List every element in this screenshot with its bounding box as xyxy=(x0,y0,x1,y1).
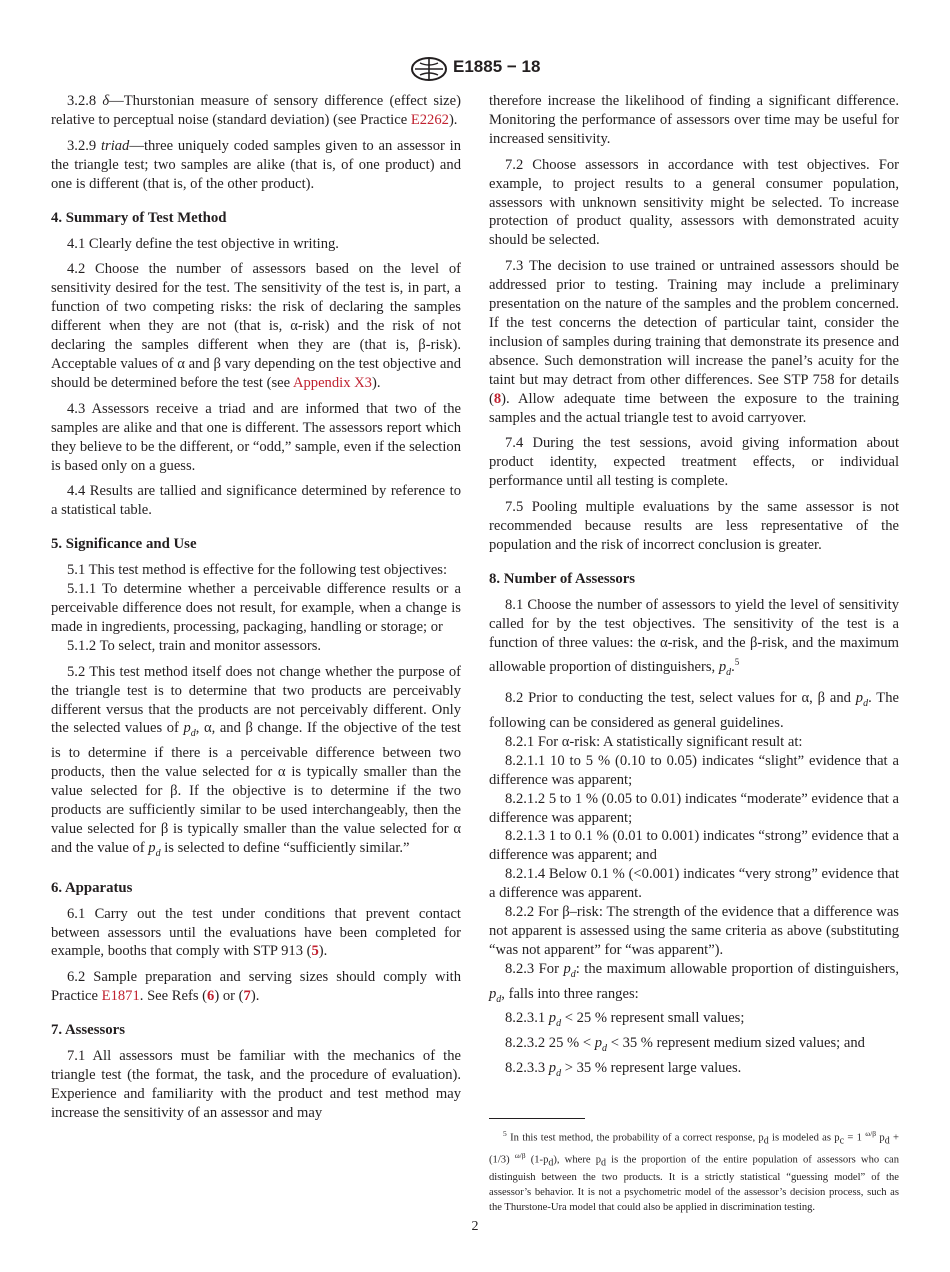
footnote-5: $^5$ In this test method, the probability of a correct response, $p_d$ is modeled as $p_c = 1$ $^{\omega/\beta}$ $p_d + (1/3)$ $^{\omega/\beta}$ $(1-p_d)$, where $p_d$ is the proportion of the entire population of assessors who can distinguish between the two products. It is a strictly statistical “guessing model” of the assessor’s behavior. It is not a psychometric model of the assessor’s decision process, such as the Thurstone-Ura model that could also be applied in discrimination testing. xyxy=(489,1128,900,1213)
paragraph-5-1-2: 5.1.2 To select, train and monitor assessors. xyxy=(67,637,322,654)
footnote-divider xyxy=(489,1118,585,1119)
paragraph-5-1: 5.1 This test method is effective for the following test objectives: xyxy=(67,562,448,579)
page-header xyxy=(0,56,950,86)
paragraph-4-4: 4.4 Results are tallied and significance determined by reference to a statistical table. xyxy=(51,483,461,519)
section-heading-6: 6. Apparatus xyxy=(51,879,133,896)
paragraph-7-5: 7.5 Pooling multiple evaluations by the same assessor is not recommended because results are less representative of the population and the risk of incorrect conclusion is greater. xyxy=(489,499,899,553)
paragraph-7-1: 7.1 All assessors must be familiar with the mechanics of the triangle test (the format, the task, and the procedure of evaluation). Experience and familiarity with the product and test method may increase the sensitivity of an assessor and may xyxy=(51,1048,461,1121)
paragraph-3-2-9: 3.2.9 triad—three uniquely coded samples given to an assessor in the triangle test; two samples are alike (that is, of one product) and one is different (that is, of the other product). xyxy=(51,137,461,192)
paragraph-7-2: 7.2 Choose assessors in accordance with test objectives. For example, to project results to a general consumer population, assessors with unknown sensitivity might be selected. To increase protection of product quality, assessors with demonstrated acuity should be selected. xyxy=(489,156,899,249)
paragraph-7-3: 7.3 The decision to use trained or untrained assessors should be addressed prior to testing. Training may include a preliminary presentation on the nature of the samples and the problem concerned. If the test concerns the detection of particular taint, consider the inclusion of samples during training that demonstrate its presence and absence. Such demonstration will increase the panel’s acuity for the taint but may detract from other differences. See STP 758 for details (8). Allow adequate time between the exposure to the training samples and the actual triangle test to avoid carryover. xyxy=(489,258,899,426)
paragraph-8-2-3-1: 8.2.3.1 $p_d < 25$ % represent small values; xyxy=(505,1010,745,1030)
link-e2262[interactable]: E2262 xyxy=(410,111,449,128)
link-appendix-x3[interactable]: Appendix X3 xyxy=(292,374,372,391)
link-e1871[interactable]: E1871 xyxy=(101,988,140,1005)
paragraph-6-1: 6.1 Carry out the test under conditions that prevent contact between assessors until the evaluations have been completed for example, booths that comply with STP 913 (5). xyxy=(51,905,461,960)
paragraph-3-2-8: 3.2.8 δ—Thurstonian measure of sensory difference (effect size) relative to perceptual noise (standard deviation) (see Practice E2262). xyxy=(51,93,461,128)
paragraph-4-2: 4.2 Choose the number of assessors based on the level of sensitivity desired for the test. The sensitivity of the test is, in part, a function of two competing risks: the risk of declaring the samples different when they are not (that is, α-risk) and the risk of not declaring the samples different when they are (that is, β-risk). Acceptable values of α and β vary depending on the test objective and should be determined before the test (see Appendix X3). xyxy=(51,261,461,391)
paragraph-8-2-1-3: 8.2.1.3 1 to 0.1 % (0.01 to 0.001) indicates “strong” evidence that a difference was apparent; and xyxy=(489,828,899,864)
document-designation: E1885 − 18 xyxy=(453,57,541,76)
paragraph-5-2: 5.2 This test method itself does not change whether the purpose of the triangle test is to determine that two products are perceivably different versus that the products are not perceivably different. Only the selected values of $p_d$, α, and β change. If the objective of the test is to determine if there is a perceivable difference between two products, then the value selected for α is typically smaller than the value selected for β. If the objective is to determine if the two products are sufficiently similar to be used interchangeably, then the value selected for β is typically smaller than the value selected for α and the value of $p_d$ is selected to define “sufficiently similar.” xyxy=(51,663,461,859)
section-heading-8: 8. Number of Assessors xyxy=(489,570,636,587)
section-heading-7: 7. Assessors xyxy=(51,1022,125,1039)
paragraph-4-1: 4.1 Clearly define the test objective in writing. xyxy=(67,235,339,252)
paragraph-8-2-3: 8.2.3 For $p_d$: the maximum allowable proportion of distinguishers, $p_d$, falls into three ranges: xyxy=(489,960,899,1005)
paragraph-8-2-1-2: 8.2.1.2 5 to 1 % (0.05 to 0.01) indicates “moderate” evidence that a difference was apparent; xyxy=(489,790,899,826)
paragraph-7-1-continued: therefore increase the likelihood of finding a significant difference. Monitoring the performance of assessors over time may be useful for increased sensitivity. xyxy=(489,93,899,147)
reference-5[interactable]: 5 xyxy=(311,943,319,960)
paragraph-7-4: 7.4 During the test sessions, avoid giving information about product identity, expected treatment effects, or individual performance until all testing is complete. xyxy=(489,435,899,490)
astm-logo-icon xyxy=(410,56,448,82)
paragraph-4-3: 4.3 Assessors receive a triad and are informed that two of the samples are alike and that one is different. The assessors report which they believe to be the different, or “odd,” sample, even if the selection is based only on a guess. xyxy=(51,400,461,474)
paragraph-8-2: 8.2 Prior to conducting the test, select values for α, β and $p_d$. The following can be considered as general guidelines. xyxy=(489,690,899,732)
reference-7[interactable]: 7 xyxy=(243,988,251,1005)
right-column xyxy=(489,92,899,1215)
section-heading-4: 4. Summary of Test Method xyxy=(51,209,227,226)
paragraph-8-2-1-4: 8.2.1.4 Below 0.1 % (<0.001) indicates “very strong” evidence that a difference was apparent. xyxy=(489,866,899,902)
section-heading-5: 5. Significance and Use xyxy=(51,536,197,553)
paragraph-5-1-1: 5.1.1 To determine whether a perceivable difference results or a perceivable difference does not result, for example, when a change is made in ingredients, processing, packaging, handling or storage; or xyxy=(51,581,461,635)
footnote-marker-5[interactable]: 5 xyxy=(734,656,740,667)
paragraph-8-2-1-1: 8.2.1.1 10 to 5 % (0.10 to 0.05) indicates “slight” evidence that a difference was apparent; xyxy=(489,752,899,788)
reference-6[interactable]: 6 xyxy=(207,988,215,1005)
paragraph-8-2-3-2: 8.2.3.2 25 % < $p_d < 35$ % represent medium sized values; and xyxy=(505,1035,865,1055)
paragraph-8-2-1: 8.2.1 For α-risk: A statistically significant result at: xyxy=(505,733,803,750)
paragraph-6-2: 6.2 Sample preparation and serving sizes should comply with Practice E1871. See Refs (6) or (7). xyxy=(51,969,461,1005)
page-number: 2 xyxy=(471,1219,479,1234)
paragraph-8-2-3-3: 8.2.3.3 $p_d > 35$ % represent large values. xyxy=(505,1060,742,1079)
reference-8[interactable]: 8 xyxy=(493,390,502,407)
paragraph-8-2-2: 8.2.2 For β–risk: The strength of the evidence that a difference was not apparent is assessed using the same criteria as above (substituting “was not apparent” for “was apparent”). xyxy=(489,904,899,958)
paragraph-8-1: 8.1 Choose the number of assessors to yield the level of sensitivity called for by the test objectives. The sensitivity of the test is a function of three values: the α-risk, and the β-risk, and the maximum allowable proportion of distinguishers, $p_d.^5$ xyxy=(489,596,899,678)
left-column xyxy=(51,92,461,1123)
